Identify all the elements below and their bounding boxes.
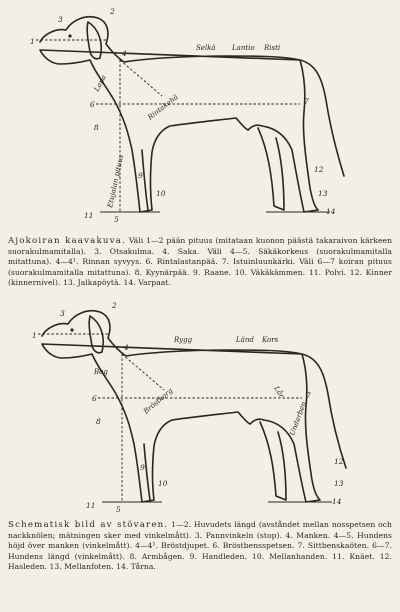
point-4: 4 (122, 49, 127, 58)
dog-outline-drawing-1 (0, 0, 400, 232)
point-6: 6 (92, 394, 97, 403)
dog-hind-leg (258, 128, 284, 210)
dog-eye (70, 328, 73, 331)
label-thigh: Lår (272, 384, 286, 400)
caption-text-2: 1—2. Huvudets längd (avståndet mellan nosspetsen och nackknölen; mätningen sker med vinkelmått). 3. Pannvinkeln (stop). 4. Manken. 4—5. Hundens höjd över manken (vinkelmått). 4—4¹. Bröstdjupet. 6. Bröstbensspetsen. 7. Sittbenskaöten. 6—7. Hundens längd (vinkelmått). 8. Armbågen. 9. Handleden. 10. Mellanhanden. 11. Knäet. 12. Hasleden. 13. Mellanfoten. 14. Tårna. (8, 520, 392, 572)
label-loin: Länd (236, 336, 254, 344)
label-loin: Lantio (232, 44, 255, 52)
caption-title-2: Schematisk bild av stövaren. (8, 520, 169, 530)
point-7: 7 (304, 97, 309, 106)
dog-hind-leg (260, 422, 286, 500)
point-3: 3 (60, 309, 65, 318)
point-12: 12 (334, 457, 344, 466)
label-rump: Risti (264, 44, 281, 52)
dog-body-outline (40, 17, 344, 212)
label-back: Rygg (174, 336, 193, 344)
caption-figure-1 (8, 236, 392, 289)
point-8: 8 (94, 123, 99, 132)
measure-line-chest (122, 354, 164, 390)
point-10: 10 (158, 479, 168, 488)
point-4: 4 (124, 343, 129, 352)
label-rump: Kors (262, 336, 279, 344)
label-neck: Bog (94, 368, 108, 376)
caption-title-1: Ajokoiran kaavakuva. (8, 236, 126, 246)
figure-dog-diagram-finnish (0, 0, 400, 232)
point-11: 11 (84, 211, 94, 220)
point-13: 13 (318, 189, 328, 198)
label-chest: Bröstkorg (142, 386, 175, 416)
measure-line-chest (120, 60, 162, 96)
point-6: 6 (90, 100, 95, 109)
point-9: 9 (138, 171, 143, 180)
point-14: 14 (332, 497, 342, 506)
dog-outline-drawing-2 (0, 296, 400, 518)
label-chest: Rintakehä (146, 93, 180, 122)
caption-text-1: Väli 1—2 pään pituus (mitataan kuonon päästä takaraivon kärkeen suorakulmamitalla). 3. Otsakulma. 4. Saka. Väli 4—5. Säkäkorkeus (suorakulmamitalla mitattuna). 4—4¹. Rinnan syvyys. 6. Rintalastanpää. 7. Istuinluunkärki. Väli 6—7 koiran pituus (suorakulmamitalla mitattuna). 8. Kyynärpää. 9. Raane. 10. Väkäkämmen. 11. Polvi. 12. Kinner (kinnernivel). 13. Jalkapöytä. 14. Varpaat. (8, 236, 393, 288)
point-1: 1 (32, 331, 37, 340)
point-8: 8 (96, 417, 101, 426)
point-13: 13 (334, 479, 344, 488)
point-3: 3 (58, 15, 63, 24)
point-5: 5 (116, 505, 121, 514)
point-2: 2 (110, 7, 115, 16)
caption-figure-2 (8, 520, 392, 573)
point-11: 11 (86, 501, 96, 510)
dog-front-leg (142, 150, 148, 210)
label-neck: Lapa (92, 73, 108, 93)
point-12: 12 (314, 165, 324, 174)
label-back: Selkä (196, 44, 216, 52)
point-5: 5 (114, 215, 119, 224)
label-hind-leg: Underben (288, 400, 309, 437)
dog-front-leg (144, 444, 150, 500)
dog-eye (68, 34, 71, 37)
figure-dog-diagram-swedish (0, 296, 400, 518)
point-1: 1 (30, 37, 35, 46)
label-front-leg: Etujalan pituus (106, 153, 126, 209)
point-7: 7 (306, 391, 311, 400)
point-14: 14 (326, 207, 336, 216)
point-2: 2 (112, 301, 117, 310)
point-10: 10 (156, 189, 166, 198)
point-9: 9 (140, 463, 145, 472)
